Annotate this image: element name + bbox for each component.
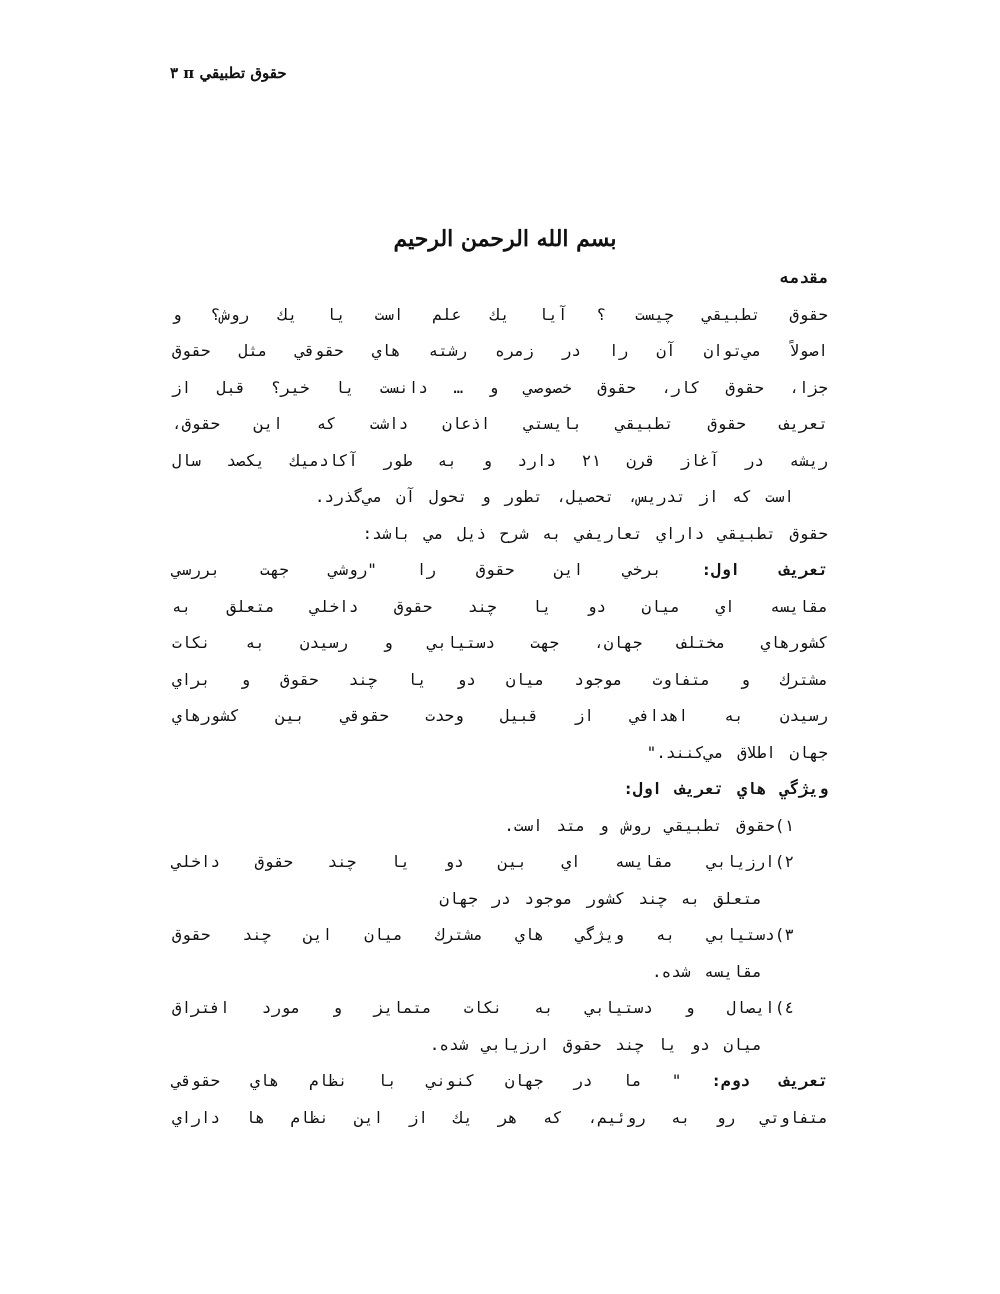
feature-item-continued: ميان دو يا چند حقوق ارزيابي شده.: [429, 1034, 762, 1054]
paragraph-line: است كه از تدريس، تحصيل، تطور و تحول آن مي‌گذرد.: [314, 487, 794, 506]
feature-item: ٢)ارزيابي مقايسه اي بين دو يا چند حقوق داخلي: [172, 852, 794, 871]
paragraph-line: رسيدن به اهدافي از قبيل وحدت حقوقي بين كشورهاي: [172, 706, 828, 725]
paragraph-line: حقوق تطبيقي داراي تعاريفي به شرح ذيل مي باشد:: [362, 523, 828, 543]
paragraph-line: حقوق تطبيقي چيست ؟ آيا يك علم است يا يك روش؟ و: [172, 304, 828, 324]
paragraph-line: كشورهاي مختلف جهان، جهت دستيابي و رسيدن به نكات: [172, 633, 828, 652]
feature-item: ٤)ايصال و دستيابي به نكات متمايز و مورد افتراق: [172, 998, 794, 1017]
paragraph-line: مقايسه اي ميان دو يا چند حقوق داخلي متعلق به: [172, 596, 828, 616]
definition-two-first-line: [172, 1063, 828, 1100]
definition-one-label: تعريف اول:: [701, 560, 829, 579]
feature-item: ١)حقوق تطبيقي روش و متد است.: [504, 815, 794, 835]
definition-two-label: تعريف دوم:: [711, 1071, 828, 1090]
definition-one-first-line: [172, 552, 828, 589]
paragraph-line: مشترك و متفاوت موجود ميان دو يا چند حقوق و براي: [172, 669, 828, 689]
features-heading: ويژگي هاي تعريف اول:: [623, 779, 828, 798]
paragraph-line: متفاوتي رو به روئيم، كه هر يك از اين نظام ها داراي: [172, 1107, 828, 1127]
definition-one-text: برخي اين حقوق را "روشي جهت بررسي: [172, 560, 702, 579]
section-heading: مقدمه: [779, 268, 828, 287]
paragraph-line: اصولاً مي‌توان آن را در زمره رشته هاي حقوقي مثل حقوق: [172, 341, 828, 360]
paragraph-line: جهان اطلاق مي‌كنند.": [646, 742, 828, 762]
feature-item-continued: مقايسه شده.: [652, 961, 762, 981]
document-body: [172, 260, 828, 1136]
basmala-heading: بسم الله الرحمن الرحيم: [393, 226, 617, 252]
running-header: حقوق تطبيقي π ٣: [170, 64, 287, 82]
paragraph-line: ريشه در آغاز قرن ٢١ دارد و به طور آكادميك يكصد سال: [172, 450, 828, 470]
feature-item: ٣)دستيابي به ويژگي هاي مشترك ميان اين چند حقوق: [172, 925, 794, 944]
paragraph-line: جزا، حقوق كار، حقوق خصوصي و … دانست يا خير؟ قبل از: [172, 377, 828, 397]
definition-two-text: " ما در جهان كنوني با نظام هاي حقوقي: [172, 1071, 712, 1090]
paragraph-line: تعريف حقوق تطبيقي بايستي اذعان داشت كه اين حقوق،: [172, 414, 828, 433]
feature-item-continued: متعلق به چند كشور موجود در جهان: [439, 888, 762, 908]
